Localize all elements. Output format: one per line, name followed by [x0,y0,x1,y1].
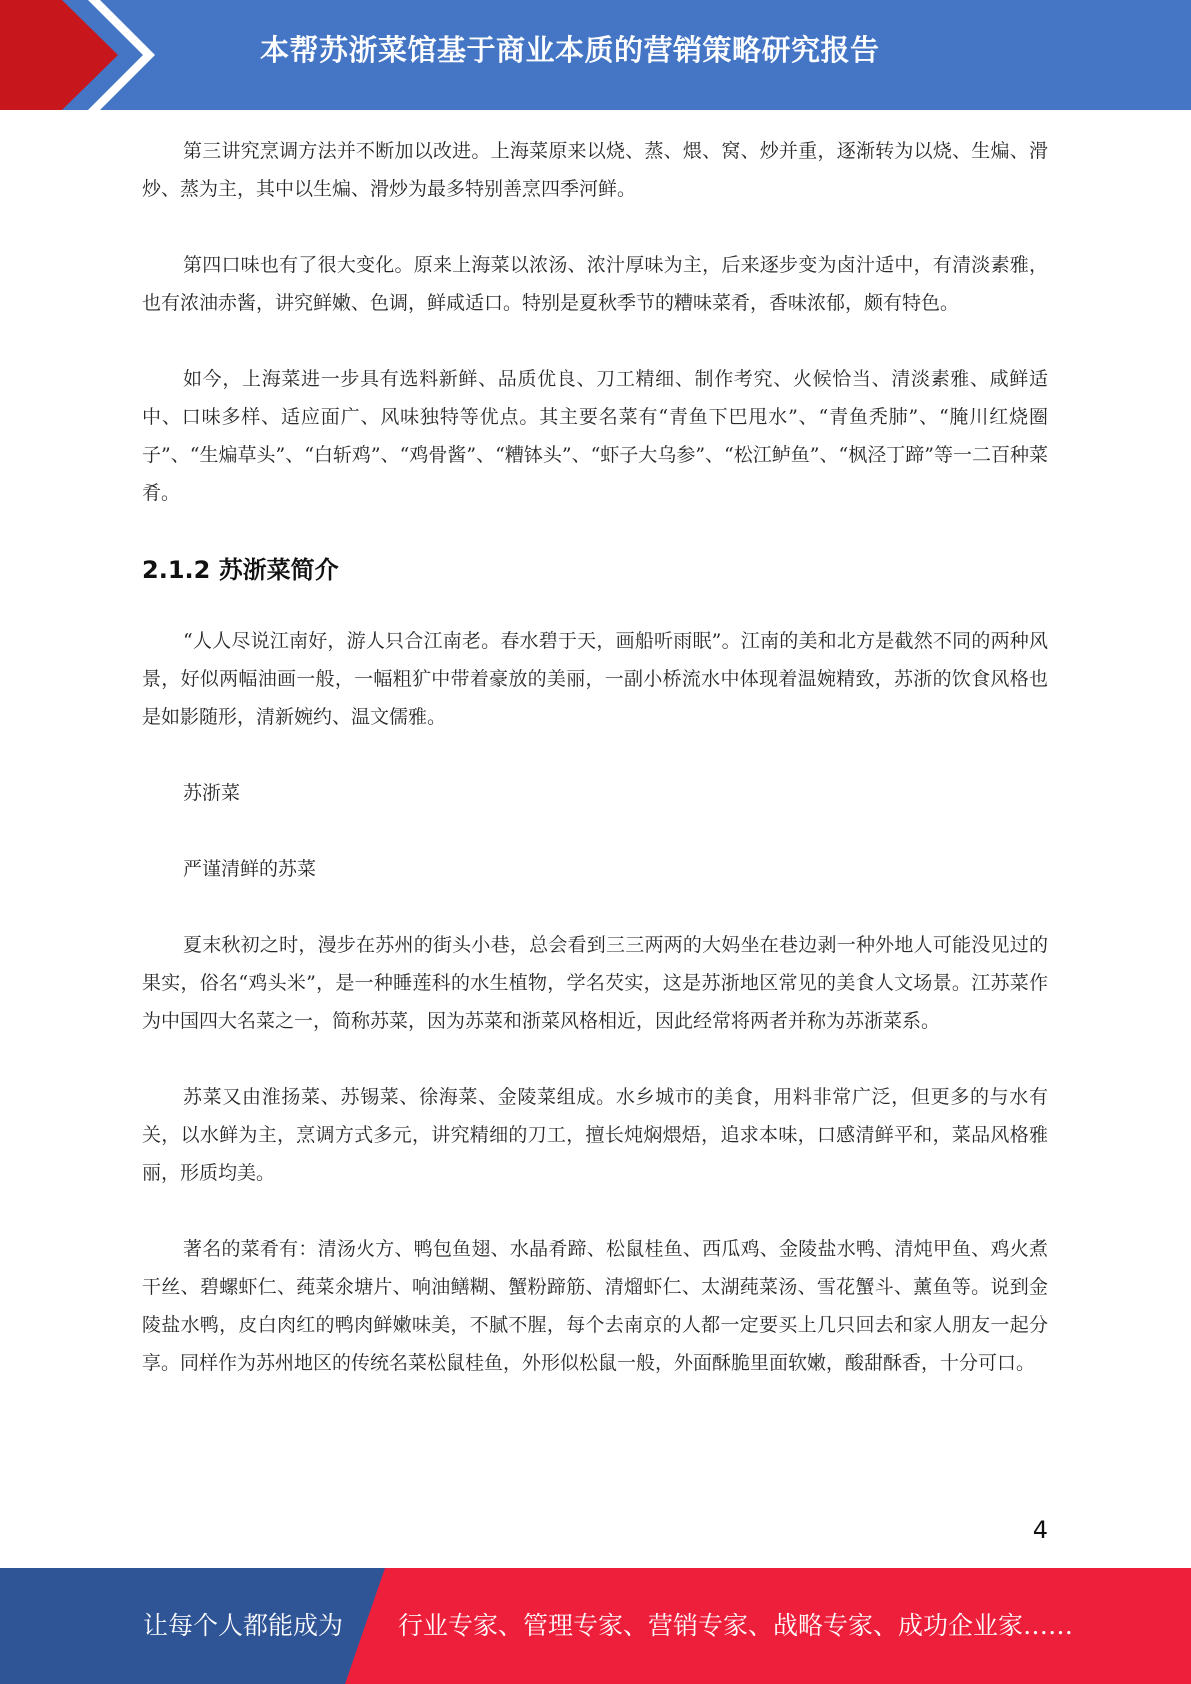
footer-slogan-left: 让每个人都能成为 [143,1611,344,1640]
paragraph-su-cuisine-subtitle: 严谨清鲜的苏菜 [183,858,317,880]
paragraph-jiangnan-intro: “人人尽说江南好，游人只合江南老。春水碧于天，画船听雨眠”。江南的美和北方是截然不同的两种风景，好似两幅油画一般，一幅粗犷中带着豪放的美丽，一副小桥流水中体现着温婉精致，苏浙的饮食风格也是如影随形，清新婉约、温文儒雅。 [142,630,1048,728]
page-footer [0,1568,1191,1684]
paragraph-flavor-change: 第四口味也有了很大变化。原来上海菜以浓汤、浓汁厚味为主，后来逐步变为卤汁适中，有清淡素雅，也有浓油赤酱，讲究鲜嫩、色调，鲜咸适口。特别是夏秋季节的糟味菜肴，香味浓郁，颇有特色。 [142,254,1048,314]
page-content [142,132,1048,1420]
paragraph-famous-dishes-shanghai: 如今，上海菜进一步具有选料新鲜、品质优良、刀工精细、制作考究、火候恰当、清淡素雅、咸鲜适中、口味多样、适应面广、风味独特等优点。其主要名菜有“青鱼下巴甩水”、“青鱼秃肺”、“腌川红烧圈子”、“生煸草头”、“白斩鸡”、“鸡骨酱”、“糟钵头”、“虾子大乌参”、“松江鲈鱼”、“枫泾丁蹄”等一二百种菜肴。 [142,368,1048,504]
paragraph-su-zhe-cuisine: 苏浙菜 [183,782,241,804]
paragraph-cooking-methods: 第三讲究烹调方法并不断加以改进。上海菜原来以烧、蒸、煨、窝、炒并重，逐渐转为以烧、生煸、滑炒、蒸为主，其中以生煸、滑炒为最多特别善烹四季河鲜。 [142,140,1048,200]
paragraph-famous-dishes-su: 著名的菜肴有：清汤火方、鸭包鱼翅、水晶肴蹄、松鼠桂鱼、西瓜鸡、金陵盐水鸭、清炖甲鱼、鸡火煮干丝、碧螺虾仁、莼菜氽塘片、响油鳝糊、蟹粉蹄筋、清熘虾仁、太湖莼菜汤、雪花蟹斗、薰鱼等。说到金陵盐水鸭，皮白肉红的鸭肉鲜嫩味美，不腻不腥，每个去南京的人都一定要买上几只回去和家人朋友一起分享。同样作为苏州地区的传统名菜松鼠桂鱼，外形似松鼠一般，外面酥脆里面软嫩，酸甜酥香，十分可口。 [142,1238,1048,1374]
paragraph-su-cuisine-composition: 苏菜又由淮扬菜、苏锡菜、徐海菜、金陵菜组成。水乡城市的美食，用料非常广泛，但更多的与水有关，以水鲜为主，烹调方式多元，讲究精细的刀工，擅长炖焖煨焐，追求本味，口感清鲜平和，菜品风格雅丽，形质均美。 [142,1086,1048,1184]
footer-slogan-right: 行业专家、管理专家、营销专家、战略专家、成功企业家…… [398,1611,1074,1640]
page-number: 4 [1032,1516,1048,1544]
page-header [0,0,1191,110]
header-arrow-decoration [0,0,170,110]
paragraph-suzhou-scene: 夏末秋初之时，漫步在苏州的街头小巷，总会看到三三两两的大妈坐在巷边剥一种外地人可能没见过的果实，俗名“鸡头米”，是一种睡莲科的水生植物，学名芡实，这是苏浙地区常见的美食人文场景。江苏菜作为中国四大名菜之一，简称苏菜，因为苏菜和浙菜风格相近，因此经常将两者并称为苏浙菜系。 [142,934,1048,1032]
section-heading: 2.1.2 苏浙菜简介 [142,556,339,584]
document-title: 本帮苏浙菜馆基于商业本质的营销策略研究报告 [260,33,880,67]
